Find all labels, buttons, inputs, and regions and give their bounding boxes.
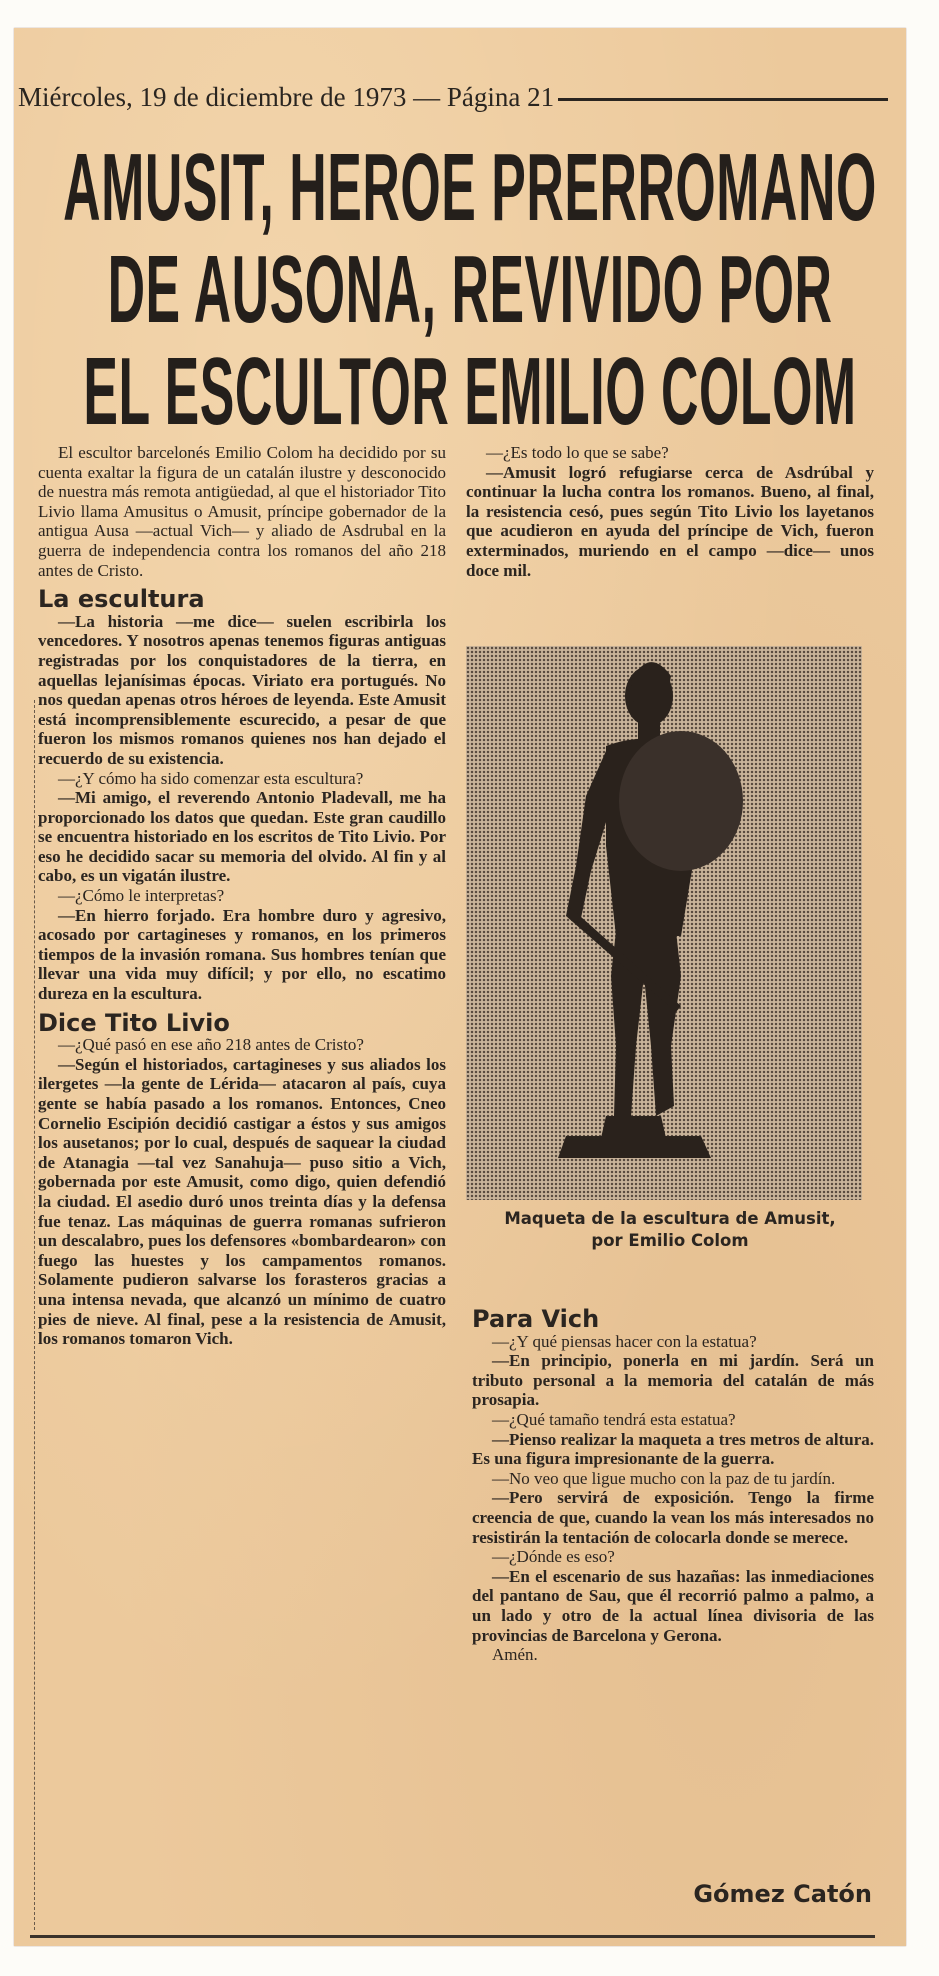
paragraph: —¿Y qué piensas hacer con la estatua?: [492, 1331, 757, 1351]
right-top-paragraphs: [466, 443, 874, 580]
paragraph: —¿Cómo le interpretas?: [58, 886, 225, 906]
section-heading-para-vich: Para Vich: [472, 1305, 600, 1333]
section-la-escultura: [38, 612, 446, 1004]
paragraph: —Pienso realizar la maqueta a tres metros de altura. Es una figura impresionante de la guerra.: [472, 1429, 874, 1469]
paragraph: —En hierro forjado. Era hombre duro y agresivo, acosado por cartagineses y romanos, en los primeros tiempos de la invasión romana. Sus hombres tenían que llevar una vida muy difícil; y por ello, no escatimo dureza en la escultura.: [38, 905, 446, 1004]
intro-paragraph: El escultor barcelonés Emilio Colom ha decidido por su cuenta exaltar la figura de un catalán ilustre y desconocido de nuestra más remota antigüedad, al que el historiador Tito Livio llama Amusitus o Amusit, príncipe gobernador de la antigua Ausa —actual Vich— y aliado de Asdrubal en la guerra de independencia contra los romanos del año 218 antes de Cristo.: [38, 443, 446, 580]
paragraph: —¿Y cómo ha sido comenzar esta escultura?: [58, 768, 364, 788]
right-column-bottom: [472, 1300, 874, 1665]
paragraph: —Amusit logró refugiarse cerca de Asdrúbal y continuar la lucha contra los romanos. Bueno, al final, la resistencia cesó, pues según Tito Livio los layetanos que acudieron en ayuda del príncipe de Vich, fueron exterminados, muriendo en el campo —dice— unos doce mil.: [466, 462, 874, 580]
paragraph: —Según el historiados, cartagineses y sus aliados los ilergetes —la gente de Lérida— atacaron al país, cuya gente se había pasado a los romanos. Entonces, Cneo Cornelio Escipión decidió castigar a éstos y sus amigos los ausetanos; por lo cual, después de saquear la ciudad de Atanagia —tal vez Sanahuja— puso sitio a Vich, gobernada por este Amusit, como digo, quien defendió la ciudad. El asedio duró unos treinta días y la defensa fue tenaz. Las máquinas de guerra romanas sufrieron un descalabro, pues los defensores «bombardearon» con fuego las huestes y los campamentos romanos. Solamente pudieron salvarse los forasteros gracias a una intensa nevada, que alcanzó un mínimo de cuatro pies de nieve. Al final, pese a la resistencia de Amusit, los romanos tomaron Vich.: [38, 1054, 446, 1349]
headline-line-3: EL ESCULTOR EMILIO COLOM: [82, 338, 857, 445]
paragraph: —En el escenario de sus hazañas: las inmediaciones del pantano de Sau, que él recorrió palmo a palmo, a un lado y otro de la actual línea divisoria de las provincias de Barcelona y Gerona.: [472, 1566, 874, 1645]
section-dice-tito-livio: [38, 1035, 446, 1349]
paragraph: —En principio, ponerla en mi jardín. Será un tributo personal a la memoria del catalán de más prosapia.: [472, 1351, 874, 1410]
section-heading-dice-tito-livio: Dice Tito Livio: [38, 1008, 230, 1037]
section-heading-la-escultura: La escultura: [38, 585, 205, 614]
paragraph: —Mi amigo, el reverendo Antonio Pladevall, me ha proporcionado los datos que quedan. Este gran caudillo se encuentra historiado en los escritos de Tito Livio. Por eso he decidido sacar su memoria del olvido. Al fin y al cabo, es un vigatán ilustre.: [38, 788, 446, 886]
dateline-text: Miércoles, 19 de diciembre de 1973 — Página 21: [18, 82, 555, 112]
dateline: [18, 82, 888, 113]
column-rule: [34, 700, 36, 1930]
paragraph: —¿Qué tamaño tendrá esta estatua?: [492, 1409, 736, 1429]
left-column: [38, 443, 446, 1349]
paragraph: —No veo que ligue mucho con la paz de tu jardín.: [492, 1468, 836, 1488]
paragraph: Amén.: [492, 1645, 538, 1665]
paragraph: —¿Es todo lo que se sabe?: [486, 443, 669, 462]
statue-figure-icon: [466, 646, 862, 1200]
photo-caption: [470, 1208, 870, 1252]
paragraph: —La historia —me dice— suelen escribirla los vencedores. Y nosotros apenas tenemos figuras antiguas registradas por los conquistadores de la tierra, en aquellas lejanísimas épocas. Viriato era portugués. No nos quedan apenas otros héroes de leyenda. Este Amusit está incomprensiblemente escurecido, a pesar de que fueron los mismos romanos quienes nos han dejado el recuerdo de su existencia.: [38, 611, 446, 768]
headline-line-1: AMUSIT, HEROE PRERROMANO: [62, 134, 877, 241]
paragraph: —¿Qué pasó en ese año 218 antes de Cristo?: [58, 1035, 364, 1055]
right-column-top: [466, 443, 874, 580]
paragraph: —¿Dónde es eso?: [492, 1547, 615, 1567]
paragraph: —Pero servirá de exposición. Tengo la firme creencia de que, cuando la vean los más interesados no resistirán la tentación de colocarla donde se merece.: [472, 1488, 874, 1547]
photo-caption-line-1: Maqueta de la escultura de Amusit,: [504, 1209, 836, 1228]
headline-line-2: DE AUSONA, REVIVIDO POR: [107, 236, 832, 343]
bottom-rule: [30, 1935, 875, 1938]
section-para-vich: [472, 1332, 874, 1665]
photo-caption-line-2: por Emilio Colom: [591, 1231, 749, 1250]
statue-photo: [466, 646, 862, 1200]
author-signature: Gómez Catón: [693, 1880, 872, 1908]
dateline-rule: [558, 98, 888, 101]
